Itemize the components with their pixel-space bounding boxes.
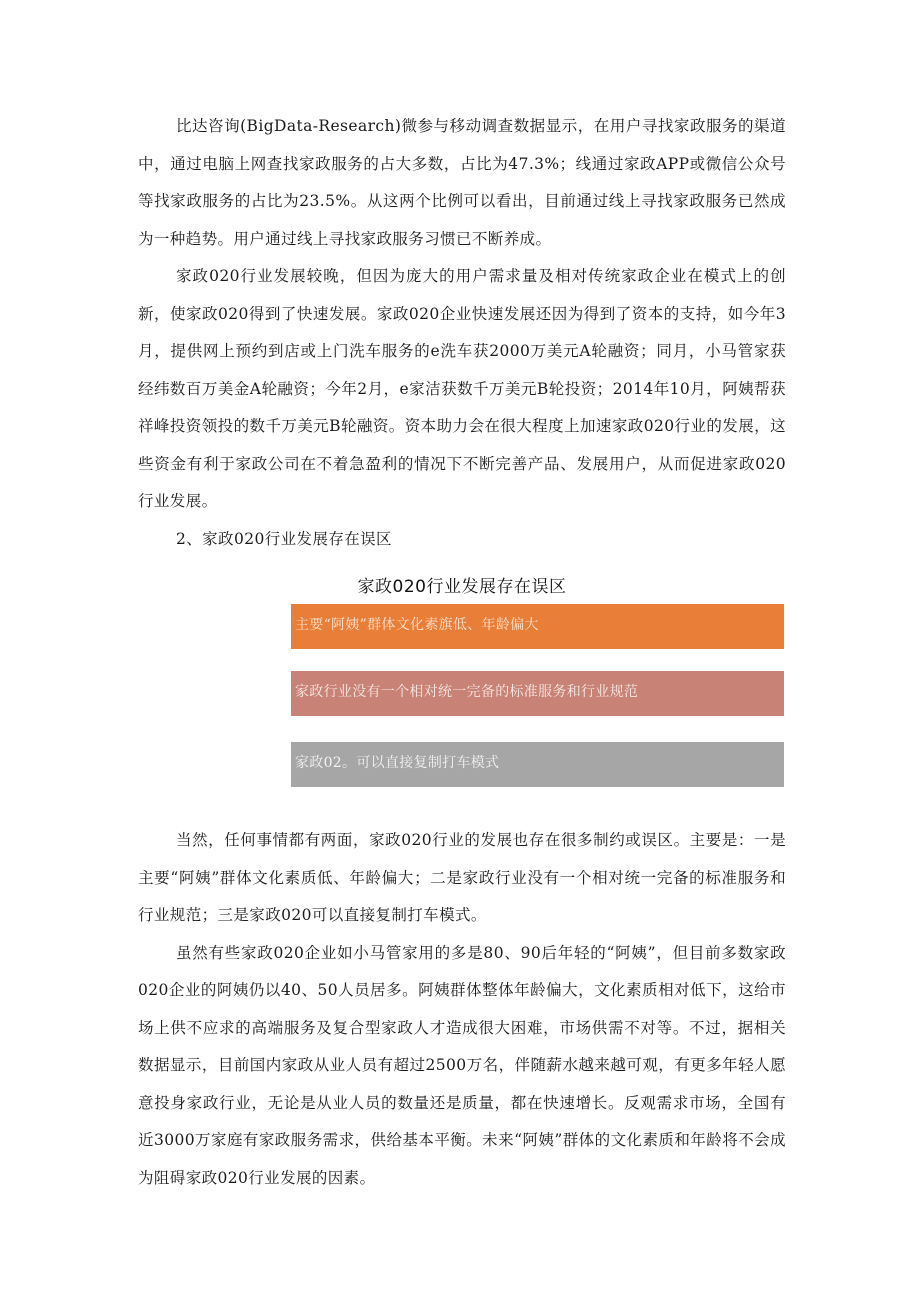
paragraph-misconceptions: 当然，任何事情都有两面，家政020行业的发展也存在很多制约或误区。主要是：一是主要“阿姨”群体文化素质低、年龄偏大；二是家政行业没有一个相对统一完备的标准服务和行业规范；三是家政020可以直接复制打车模式。 — [138, 831, 786, 924]
figure-title: 家政020行业发展存在误区 — [357, 577, 567, 597]
figure-bar-3: 家政02。可以直接复制打车模式 — [291, 742, 784, 787]
paragraph-channel-stats: 比达咨询(BigData-Research)微参与移动调查数据显示，在用户寻找家政服务的渠道中，通过电脑上网查找家政服务的占大多数，占比为47.3%；线通过家政APP或微信公众号等找家政服务的占比为23.5%。从这两个比例可以看出，目前通过线上寻找家政服务已然成为一种趋势。用户通过线上寻找家政服务习惯已不断养成。 — [138, 117, 786, 248]
figure-bar-2: 家政行业没有一个相对统一完备的标准服务和行业规范 — [291, 671, 784, 716]
paragraph-workforce: 虽然有些家政020企业如小马管家用的多是80、90后年轻的“阿姨”，但目前多数家政020企业的阿姨仍以40、50人员居多。阿姨群体整体年龄偏大，文化素质相对低下，这给市场上供不应求的高端服务及复合型家政人才造成很大困难，市场供需不对等。不过，据相关数据显示，目前国内家政从业人员有超过2500万名，伴随薪水越来越可观，有更多年轻人愿意投身家政行业，无论是从业人员的数量还是质量，都在快速增长。反观需求市场，全国有近3000万家庭有家政服务需求，供给基本平衡。未来“阿姨”群体的文化素质和年龄将不会成为阻碍家政020行业发展的因素。 — [138, 943, 786, 1187]
section-heading: 2、家政020行业发展存在误区 — [176, 529, 392, 548]
misconceptions-figure — [138, 564, 786, 812]
document-page — [138, 108, 786, 1197]
figure-bar-1: 主要“阿姨”群体文化素旗低、年龄偏大 — [291, 604, 784, 649]
paragraph-funding: 家政020行业发展较晚，但因为庞大的用户需求量及相对传统家政企业在模式上的创新，使家政020得到了快速发展。家政020企业快速发展还因为得到了资本的支持，如今年3月，提供网上预约到店或上门洗车服务的e洗车获2000万美元A轮融资；同月，小马管家获经纬数百万美金A轮融资；今年2月，e家洁获数千万美元B轮投资；2014年10月，阿姨帮获祥峰投资领投的数千万美元B轮融资。资本助力会在很大程度上加速家政020行业的发展，这些资金有利于家政公司在不着急盈利的情况下不断完善产品、发展用户，从而促进家政020行业发展。 — [138, 267, 786, 510]
